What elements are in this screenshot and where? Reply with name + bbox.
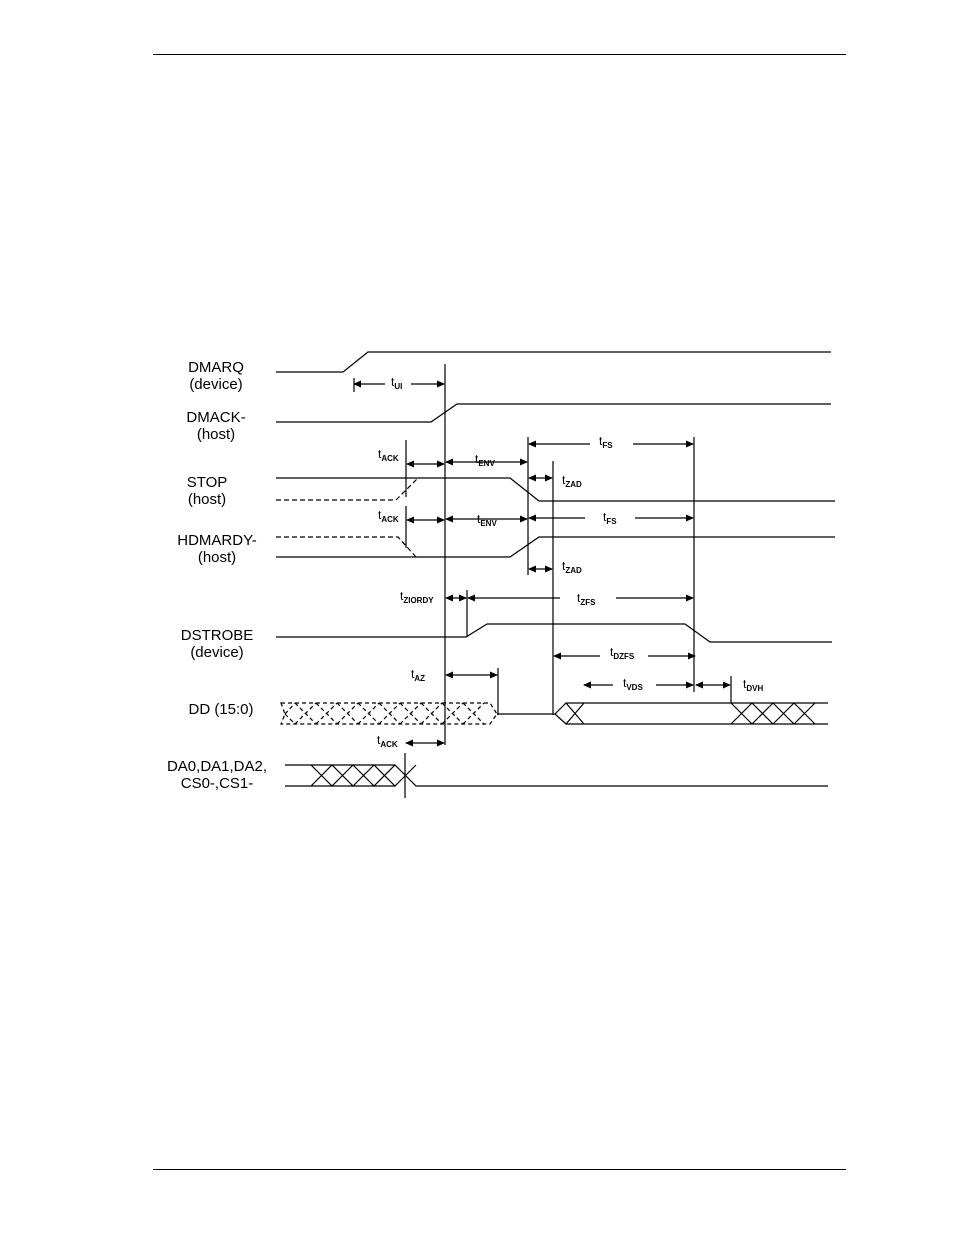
hdmardy-waveform <box>276 537 835 557</box>
dmarq-waveform <box>276 352 831 372</box>
t-ui-label: $t_{UI}$ <box>391 375 403 391</box>
t-fs-label-1: $t_{FS}$ <box>599 434 613 450</box>
dd-label: DD (15:0) <box>188 701 254 718</box>
t-zad-label-1: $t_{ZAD}$ <box>562 473 582 489</box>
dd-valid-bus <box>555 703 731 724</box>
t-ack-label-2: $t_{ACK}$ <box>378 508 399 524</box>
dstrobe-waveform <box>276 624 832 642</box>
t-fs-label-2: $t_{FS}$ <box>603 510 617 526</box>
dstrobe-label: DSTROBE (device) <box>180 627 254 661</box>
dd-hatched-bus-dashed <box>281 703 497 724</box>
da-bus <box>285 765 828 786</box>
timing-arrows <box>354 384 730 743</box>
stop-label: STOP (host) <box>186 474 228 508</box>
dmack-label: DMACK- (host) <box>186 409 246 443</box>
t-env-label-2: $t_{ENV}$ <box>477 512 497 528</box>
t-env-label-1: $t_{ENV}$ <box>475 452 495 468</box>
t-ack-label-3: $t_{ACK}$ <box>377 733 398 749</box>
t-dvh-label: $t_{DVH}$ <box>743 677 764 693</box>
t-zad-label-2: $t_{ZAD}$ <box>562 559 582 575</box>
stop-dashed-waveform <box>276 478 418 500</box>
t-dzfs-label: $t_{DZFS}$ <box>610 645 635 661</box>
dmarq-label: DMARQ (device) <box>188 359 244 393</box>
da-label: DA0,DA1,DA2, CS0-,CS1- <box>166 758 268 792</box>
stop-waveform <box>276 478 835 501</box>
dd-hatched-bus <box>731 703 828 724</box>
dmack-waveform <box>276 404 831 422</box>
t-ack-label-1: $t_{ACK}$ <box>378 447 399 463</box>
t-az-label: $t_{AZ}$ <box>411 667 426 683</box>
hdmardy-label: HDMARDY- (host) <box>177 532 257 566</box>
t-vds-label: $t_{VDS}$ <box>623 676 643 692</box>
t-zfs-label: $t_{ZFS}$ <box>577 591 596 607</box>
hdmardy-dashed-waveform <box>276 537 416 557</box>
t-ziordy-label: $t_{ZIORDY}$ <box>400 589 434 605</box>
